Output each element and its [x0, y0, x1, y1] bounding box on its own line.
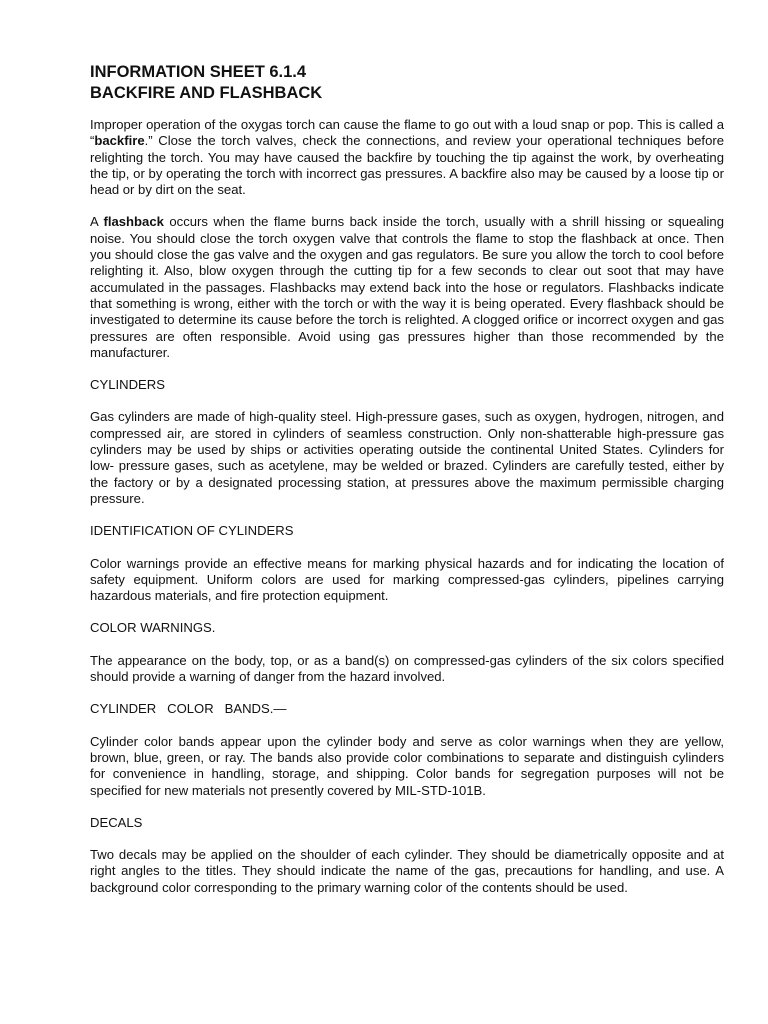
document-title: [90, 62, 724, 104]
decals-paragraph: Two decals may be applied on the shoulder of each cylinder. They should be diametrically opposite and at right angles to the titles. They should indicate the name of the gas, precautions for handling, and use. A background color corresponding to the primary warning color of the contents should be used.: [90, 847, 724, 895]
decals-heading: DECALS: [90, 814, 143, 830]
flashback-paragraph: [90, 214, 724, 361]
cylinders-paragraph: Gas cylinders are made of high-quality steel. High-pressure gases, such as oxygen, hydrogen, nitrogen, and compressed air, are stored in cylinders of seamless construction. Only non-shatterable high-pressure gas cylinders may be used by ships or activities operating outside the continental United States. Cylinders for low- pressure gases, such as acetylene, may be welded or brazed. Cylinders are carefully tested, either by the factory or by a designated processing station, at pressures above the maximum permissible charging pressure.: [90, 409, 724, 506]
title-line-1: INFORMATION SHEET 6.1.4: [90, 63, 307, 81]
cylinders-heading: CYLINDERS: [90, 377, 165, 393]
identification-paragraph: Color warnings provide an effective means for marking physical hazards and for indicating the location of safety equipment. Uniform colors are used for marking compressed-gas cylinders, pipelines carrying hazardous materials, and fire protection equipment.: [90, 555, 724, 604]
backfire-text-start: Improper operation of the oxygas torch can cause the flame to go out with a loud snap or pop. This is called a “: [90, 117, 724, 149]
color-bands-paragraph: Cylinder color bands appear upon the cylinder body and serve as color warnings when they are yellow, brown, blue, green, or ray. The bands also provide color combinations to separate and distinguish cylinders for convenience in handling, storage, and shipping. Color bands for segregation purposes will not be specified for new materials not presently covered by MIL-STD-101B.: [90, 733, 724, 798]
color-warnings-heading: COLOR WARNINGS.: [90, 620, 216, 636]
color-bands-heading: CYLINDER COLOR BANDS.—: [90, 701, 287, 717]
backfire-text-end: .” Close the torch valves, check the connections, and review your operational techniques before relighting the torch. You may have caused the backfire by touching the tip against the work, by overheating the tip, or by operating the torch with incorrect gas pressures. A backfire also may be caused by a loose tip or head or by dirt on the seat.: [90, 133, 724, 198]
backfire-paragraph: [90, 117, 724, 198]
flashback-text-end: occurs when the flame burns back inside the torch, usually with a shrill hissing or squealing noise. You should close the torch oxygen valve that controls the flame to stop the flashback at once. Then you should close the gas valve and the oxygen and gas regulators. Be sure you allow the torch to cool before relighting it. Also, blow oxygen through the cutting tip for a few seconds to clear out soot that may have accumulated in the passages. Flashbacks may extend back into the hose or regulators. Flashbacks indicate that something is wrong, either with the torch or with the way it is being operated. Every flashback should be investigated to determine its cause before the torch is relighted. A clogged orifice or incorrect oxygen and gas pressures are often responsible. Avoid using gas pressures higher than those recommended by the manufacturer.: [90, 214, 724, 360]
flashback-term: flashback: [103, 214, 164, 230]
flashback-text-start: A: [90, 214, 104, 230]
title-line-2: BACKFIRE AND FLASHBACK: [90, 84, 323, 102]
color-warnings-paragraph: The appearance on the body, top, or as a band(s) on compressed-gas cylinders of the six colors specified should provide a warning of danger from the hazard involved.: [90, 652, 724, 685]
backfire-term: backfire: [94, 133, 145, 149]
document-body: [90, 62, 724, 912]
identification-heading: IDENTIFICATION OF CYLINDERS: [90, 523, 294, 539]
